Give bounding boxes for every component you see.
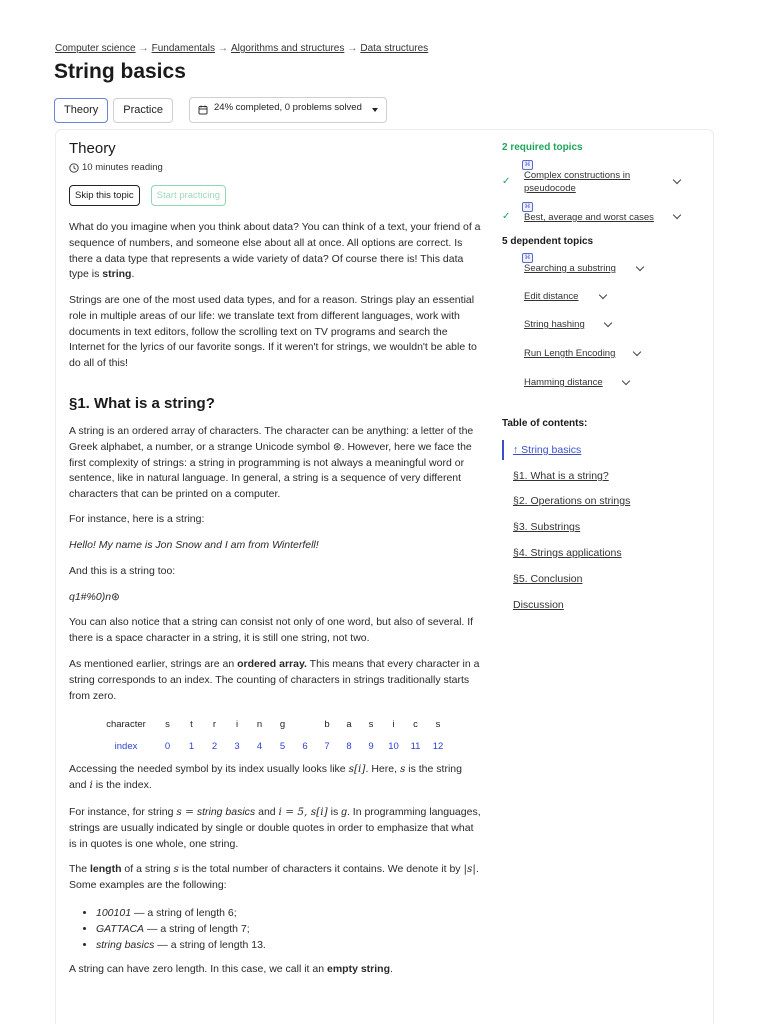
table-cell: 12 bbox=[432, 740, 444, 752]
section-1-paragraph-9: A string can have zero length. In this case, we call it an empty string. bbox=[69, 963, 393, 975]
progress-dropdown[interactable] bbox=[189, 97, 387, 123]
character-row bbox=[97, 713, 450, 735]
tab-theory[interactable]: Theory bbox=[54, 98, 108, 123]
progress-icon bbox=[198, 105, 208, 115]
theory-title: Theory bbox=[69, 140, 116, 157]
example-string-2: q1#%0)n⊛ bbox=[69, 591, 120, 603]
breadcrumb-computer-science[interactable]: Computer science bbox=[55, 43, 136, 54]
breadcrumb bbox=[55, 43, 428, 54]
table-cell: 3 bbox=[234, 740, 240, 752]
required-topic-link[interactable]: Complex constructions in pseudocode bbox=[524, 170, 631, 194]
table-cell: 1 bbox=[188, 740, 195, 752]
section-1-paragraph-6: Accessing the needed symbol by its index usually looks like s[i]. Here, s is the string and i is the index. bbox=[69, 763, 462, 791]
dependent-topic-link[interactable]: Hamming distance bbox=[524, 377, 603, 388]
table-cell: g bbox=[279, 718, 286, 730]
breadcrumb-data-structures[interactable]: Data structures bbox=[360, 43, 429, 54]
toc-item-section-2[interactable]: §2. Operations on strings bbox=[513, 495, 631, 507]
dependent-topic-link[interactable]: Edit distance bbox=[524, 291, 579, 302]
index-table-wrap bbox=[97, 713, 509, 757]
dependent-topic-link[interactable]: String hashing bbox=[524, 319, 585, 330]
list-item: • 100101 — a string of length 6; bbox=[96, 906, 481, 922]
example-string-1: Hello! My name is Jon Snow and I am from Winterfell! bbox=[69, 539, 319, 551]
required-topics-title: 2 required topics bbox=[502, 142, 583, 153]
breadcrumb-separator: → bbox=[347, 43, 358, 54]
table-cell: 9 bbox=[368, 740, 374, 752]
dependent-topic-link[interactable]: Searching a substring bbox=[524, 263, 616, 274]
section-1-heading: §1. What is a string? bbox=[69, 395, 215, 412]
intro-paragraph-2: Strings are one of the most used data types, and for a reason. Strings play an essential role in multiple areas of our life: we translate text from different languages, work with documents in text editors, follow the scrolling text on TV programs and search the Internet for the lyrics of our favorite songs. If it weren't for strings, we wouldn't be able to do all of this! bbox=[69, 294, 477, 370]
table-cell: s bbox=[368, 718, 374, 730]
toc-active-indicator bbox=[502, 440, 504, 460]
toc-item-section-4[interactable]: §4. Strings applications bbox=[513, 547, 622, 559]
table-cell: a bbox=[346, 718, 352, 730]
section-1-paragraph-7: For instance, for string s = string basics and i = 5, s[i] is g. In programming languages, strings are usually indicated by single or double quotes in order to emphasize that what is in quotes is one whole, one string. bbox=[69, 806, 481, 850]
section-1-paragraph-3: And this is a string too: bbox=[69, 565, 176, 577]
table-cell: t bbox=[190, 718, 193, 730]
table-cell: n bbox=[256, 718, 263, 730]
topic-badge-icon: ⌘ bbox=[522, 202, 533, 212]
index-row bbox=[97, 735, 450, 757]
toc-item-section-5[interactable]: §5. Conclusion bbox=[513, 573, 583, 585]
breadcrumb-separator: → bbox=[217, 43, 228, 54]
table-cell: c bbox=[413, 718, 418, 730]
chevron-down-icon bbox=[372, 108, 378, 112]
required-topic-link[interactable]: Best, average and worst cases bbox=[524, 212, 654, 223]
progress-label: 24% completed, 0 problems solved bbox=[214, 101, 362, 113]
skip-topic-button[interactable]: Skip this topic bbox=[69, 185, 140, 206]
toc-item-section-1[interactable]: §1. What is a string? bbox=[513, 470, 609, 482]
table-cell: 5 bbox=[279, 740, 286, 752]
breadcrumb-separator: → bbox=[138, 43, 149, 54]
table-cell: 2 bbox=[211, 740, 218, 752]
clock-icon bbox=[69, 163, 79, 173]
table-cell: 7 bbox=[324, 740, 330, 752]
topic-badge-icon: ⌘ bbox=[522, 160, 533, 170]
toc-item-string-basics[interactable]: ↑ String basics bbox=[513, 444, 582, 456]
intro-paragraph-1: What do you imagine when you think about data? You can think of a text, your friend of a sequence of numbers, and someone else about all at once. All options are correct. Is there a data type that represents a wide variety of data? Of course there is! This data type is string. bbox=[69, 221, 481, 281]
index-row-label: index bbox=[114, 740, 138, 752]
table-cell: 0 bbox=[164, 740, 171, 752]
toc-item-discussion[interactable]: Discussion bbox=[513, 599, 564, 611]
section-1-paragraph-2: For instance, here is a string: bbox=[69, 513, 205, 525]
start-practicing-button[interactable]: Start practicing bbox=[151, 185, 226, 206]
table-cell: r bbox=[212, 718, 217, 730]
breadcrumb-algorithms[interactable]: Algorithms and structures bbox=[230, 43, 345, 54]
table-cell: 8 bbox=[346, 740, 352, 752]
topic-tabs bbox=[54, 97, 387, 123]
index-table bbox=[97, 713, 450, 757]
table-cell: i bbox=[235, 718, 239, 730]
dependent-topics-title: 5 dependent topics bbox=[502, 236, 594, 247]
section-1-paragraph-1: A string is an ordered array of characters. The character can be anything: a letter of the Greek alphabet, a number, or a strange Unicode symbol ⊛. However, here we face the first complexity of strings: a string in programming is not always a meaningful word or sentence, like in natural language. In general, a string is a sequence of very different characters that can be printed on a computer. bbox=[69, 425, 474, 501]
check-icon: ✓ bbox=[502, 176, 511, 187]
list-item: • GATTACA — a string of length 7; bbox=[96, 922, 481, 938]
string-term: string bbox=[102, 268, 132, 281]
table-cell: b bbox=[324, 718, 330, 730]
dependent-topic-link[interactable]: Run Length Encoding bbox=[524, 348, 616, 359]
table-cell: 6 bbox=[302, 740, 308, 752]
table-cell: i bbox=[392, 718, 395, 730]
reading-time-label: 10 minutes reading bbox=[82, 162, 163, 173]
toc-item-section-3[interactable]: §3. Substrings bbox=[513, 521, 581, 533]
tab-practice[interactable]: Practice bbox=[113, 98, 173, 123]
table-cell: s bbox=[435, 718, 441, 730]
table-cell: 10 bbox=[388, 740, 399, 752]
check-icon: ✓ bbox=[502, 211, 511, 222]
table-cell: 4 bbox=[256, 740, 263, 752]
breadcrumb-fundamentals[interactable]: Fundamentals bbox=[151, 43, 215, 54]
theory-content bbox=[69, 140, 481, 975]
section-1-paragraph-8: The length of a string s is the total number of characters it contains. We denote it by |s|. Some examples are the following: bbox=[69, 863, 479, 891]
topic-badge-icon: ⌘ bbox=[522, 253, 533, 263]
table-cell: 11 bbox=[410, 740, 421, 752]
table-cell: s bbox=[165, 718, 170, 730]
table-cell bbox=[294, 713, 316, 735]
toc-title: Table of contents: bbox=[502, 418, 588, 429]
character-row-label: character bbox=[106, 718, 146, 730]
section-1-paragraph-4: You can also notice that a string can consist not only of one word, but also of several. If there is a space character in a string, it is still one string, not two. bbox=[69, 616, 474, 644]
length-examples-list bbox=[69, 906, 481, 953]
list-item: • string basics — a string of length 13. bbox=[96, 938, 481, 954]
page-title: String basics bbox=[54, 60, 186, 83]
reading-time bbox=[69, 162, 481, 173]
section-1-paragraph-5: As mentioned earlier, strings are an ordered array. This means that every character in a string corresponds to an index. The counting of characters in strings traditionally starts from zero. bbox=[69, 658, 480, 702]
